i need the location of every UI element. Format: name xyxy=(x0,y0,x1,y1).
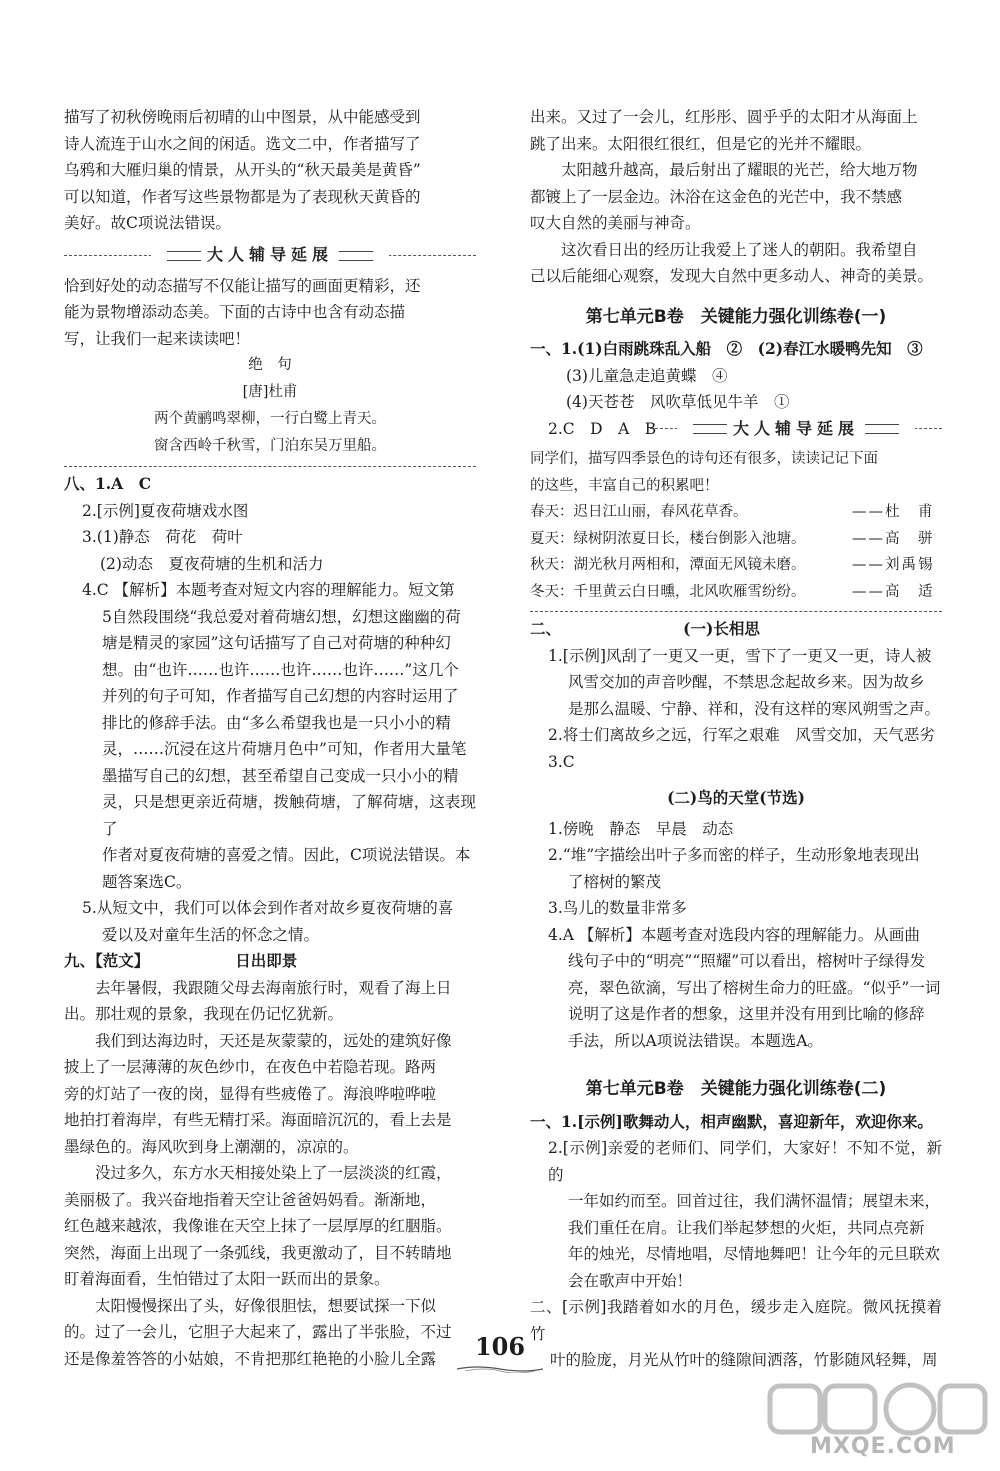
banner-label: 大人辅导延展 xyxy=(151,242,389,269)
season-line xyxy=(530,579,942,606)
text-line: 想。由“也许……也许……也许……也许……”这几个 xyxy=(102,660,459,679)
season-line xyxy=(530,552,942,579)
text-line: 我们重任在肩。让我们举起梦想的火炬，共同点亮新 xyxy=(568,1218,925,1237)
text-line: 恰到好处的动态描写不仅能让描写的画面更精彩，还 xyxy=(64,276,421,295)
text-line: 叶的脸庞，月光从竹叶的缝隙间洒落，竹影随风轻舞，周 xyxy=(550,1351,938,1369)
season-poet: ——高 适 xyxy=(852,583,935,600)
essay-line: 都镀上了一层金边。沐浴在这金色的光芒中，我不禁感 xyxy=(530,187,903,206)
watermark-text: MXQE.COM xyxy=(810,1434,956,1459)
text-line: 2.[示例]亲爱的老师们、同学们，大家好！不知不觉，新的 xyxy=(548,1139,942,1184)
text-line: 可以知道，作者写这些景物都是为了表现秋天黄昏的 xyxy=(64,187,421,206)
answer-line: 2.将士们离故乡之远，行军之艰难 风雪交加，天气恶劣 xyxy=(548,726,935,744)
question-number: 二、 xyxy=(530,619,562,638)
essay-line: 红色越来越浓，我像谁在天空上抹了一层厚厚的红胭脂。 xyxy=(64,1217,452,1235)
text-line: 排比的修辞手法。由“多么希望我也是一只小小的精 xyxy=(102,713,451,732)
section-title: 第七单元B卷 关键能力强化训练卷(一) xyxy=(585,306,887,327)
text-line: 年的烛光，尽情地唱，尽情地舞吧！让今年的元旦联欢 xyxy=(568,1245,941,1263)
season-poet: ——杜 甫 xyxy=(852,504,935,520)
season-verse: 春天：迟日江山丽，春风花草香。 xyxy=(530,504,748,520)
essay-line: 去年暑假，我跟随父母去海南旅行时，观看了海上日 xyxy=(95,978,452,997)
text-line: 风雪交加的声音吵醒，不禁思念起故乡来。因为故乡 xyxy=(568,673,925,691)
extension-text xyxy=(530,446,942,605)
answer-2 xyxy=(530,1135,942,1294)
text-line: 能为景物增添动态美。下面的古诗中也含有动态描 xyxy=(64,303,406,321)
subsection-title: (一)长相思 xyxy=(683,619,760,638)
question-head xyxy=(64,948,476,975)
essay-line: 出来。又过了一会儿，红彤彤、圆乎乎的太阳才从海面上 xyxy=(530,108,918,126)
text-line: 2.“堆”字描绘出叶子多而密的样子，生动形象地表现出 xyxy=(548,846,920,864)
question-head: 八、1.A C xyxy=(64,474,152,493)
essay-body xyxy=(64,975,476,1373)
text-line: 灵，……沉浸在这片荷塘月色中”可知，作者用大量笔 xyxy=(102,740,467,758)
text-line: 作者对夏夜荷塘的喜爱之情。因此，C项说法错误。本 xyxy=(102,846,471,864)
text-line: 二、[示例]我踏着如水的月色，缓步走入庭院。微风抚摸着竹 xyxy=(530,1298,942,1343)
text-line: 4.C 【解析】本题考查对短文内容的理解能力。短文第 xyxy=(82,581,455,599)
essay-line: 这次看日出的经历让我爱上了迷人的朝阳。我希望自 xyxy=(561,240,918,259)
answer-4 xyxy=(64,577,476,895)
essay-continuation xyxy=(530,104,942,290)
text-line: 诗人流连于山水之间的闲适。选文二中，作者描写了 xyxy=(64,134,421,153)
text-line: 4.A 【解析】本题考查对选段内容的理解能力。从画曲 xyxy=(548,925,920,944)
answer-2 xyxy=(530,842,942,895)
section-2 xyxy=(530,1109,942,1374)
essay-line: 我们到达海边时，天还是灰蒙蒙的，远处的建筑好像 xyxy=(95,1031,452,1050)
section-1-part-2 xyxy=(530,616,942,1054)
text-line: 美好。故C项说法错误。 xyxy=(64,214,231,232)
essay-line: 还是像羞答答的小姑娘，不肯把那红艳艳的小脸儿全露 xyxy=(64,1349,437,1368)
answer-line: (2)动态 夏夜荷塘的生机和活力 xyxy=(100,554,324,573)
page-number: 106 xyxy=(474,1332,526,1361)
text-line: 了榕树的繁茂 xyxy=(568,872,662,891)
essay-line: 旁的灯站了一夜的岗，显得有些疲倦了。海浪哗啦哗啦 xyxy=(64,1084,437,1103)
question-head: 一、1.[示例]歌舞动人，相声幽默，喜迎新年，欢迎你来。 xyxy=(530,1111,933,1131)
dashed-divider xyxy=(530,611,942,612)
text-line: 线句子中的“明亮”“照耀”可以看出，榕树叶子绿得发 xyxy=(568,952,926,970)
answer-line: (3)儿童急走追黄蝶 ④ xyxy=(566,366,728,385)
answer-1 xyxy=(530,643,942,723)
poem-title: 绝 句 xyxy=(248,357,292,373)
question-head: 一、1.(1)白雨跳珠乱入船 ② (2)春江水暖鸭先知 ③ xyxy=(530,339,923,358)
poem-author: [唐]杜甫 xyxy=(242,384,298,400)
text-line: 墨描写自己的幻想，甚至希望自己变成一只小小的精 xyxy=(102,766,459,785)
text-line: 手法，所以A项说法错误。本题选A。 xyxy=(568,1031,823,1050)
answer-line: (4)天苍苍 风吹草低见牛羊 ① xyxy=(566,393,790,411)
section-title: 第七单元B卷 关键能力强化训练卷(二) xyxy=(585,1079,887,1099)
text-line: 亮，翠色欲滴，写出了榕树生命力的旺盛。“似乎”一词 xyxy=(568,978,941,997)
text-line: 是那么温暖、宁静、祥和，没有这样的寒风朔雪之声。 xyxy=(568,699,941,718)
text-line: 灵，只是想更亲近荷塘，拨触荷塘，了解荷塘，这表现了 xyxy=(102,793,476,838)
essay-line: 出。那壮观的景象，我现在仍记忆犹新。 xyxy=(64,1005,344,1023)
essay-line: 突然，海面上出现了一条弧线，我更激动了，目不转睛地 xyxy=(64,1243,452,1262)
text-line: 5.从短文中，我们可以体会到作者对故乡夏夜荷塘的喜 xyxy=(82,899,454,917)
dashed-divider xyxy=(64,466,476,467)
season-verse: 冬天：千里黄云白日曛，北风吹雁雪纷纷。 xyxy=(530,583,806,600)
essay-title: 日出即景 xyxy=(235,951,298,970)
poem-line: 两个黄鹂鸣翠柳，一行白鹭上青天。 xyxy=(154,411,386,427)
answer-line: 3.(1)静态 荷花 荷叶 xyxy=(82,528,243,546)
essay-line: 跳了出来。太阳很红很红，但是它的光并不耀眼。 xyxy=(530,134,872,153)
intro-paragraph xyxy=(64,104,476,237)
text-line: 同学们，描写四季景色的诗句还有很多，读读记记下面 xyxy=(530,451,878,467)
season-line xyxy=(530,499,942,526)
extension-banner xyxy=(64,243,476,269)
left-column xyxy=(64,104,476,1372)
season-line xyxy=(530,526,942,553)
text-line: 的这些，丰富自己的积累吧！ xyxy=(530,477,719,494)
right-column xyxy=(530,104,942,1374)
text-line: 写，让我们一起来读读吧！ xyxy=(64,329,251,348)
poem xyxy=(64,352,476,460)
text-line: 会在歌声中开始！ xyxy=(568,1271,693,1290)
answer-line: 1.傍晚 静态 早晨 动态 xyxy=(548,819,734,838)
season-poet: ——高 骈 xyxy=(852,530,935,547)
poem-line: 窗含西岭千秋雪，门泊东吴万里船。 xyxy=(154,438,386,454)
essay-line: 美丽极了。我兴奋地指着天空让爸爸妈妈看。渐渐地， xyxy=(64,1190,437,1209)
answer-5 xyxy=(64,895,476,948)
essay-line: 叹大自然的美丽与神奇。 xyxy=(530,214,701,232)
text-line: 题答案选C。 xyxy=(102,872,192,891)
text-line: 1.[示例]风刮了一更又一更，雪下了一更又一更，诗人被 xyxy=(548,646,932,665)
essay-line: 太阳越升越高，最后射出了耀眼的光芒，给大地万物 xyxy=(561,161,918,179)
text-line: 5自然段围绕“我总爱对着荷塘幻想，幻想这幽幽的荷 xyxy=(102,607,461,626)
season-verse: 夏天：绿树阴浓夏日长，楼台倒影入池塘。 xyxy=(530,530,806,547)
essay-line: 披上了一层薄薄的灰色纱巾，在夜色中若隐若现。路两 xyxy=(64,1058,437,1076)
essay-line: 地拍打着海岸，有些无精打采。海面暗沉沉的，看上去是 xyxy=(64,1111,452,1129)
text-line: 塘是精灵的家园”这句话描写了自己对荷塘的种种幻 xyxy=(102,634,451,652)
subsection-head xyxy=(530,616,942,643)
text-line: 爱以及对童年生活的怀念之情。 xyxy=(102,925,320,944)
question-number: 九、【范文】 xyxy=(64,951,150,970)
text-line: 描写了初秋傍晚雨后初晴的山中图景，从中能感受到 xyxy=(64,108,421,126)
essay-line: 的。过了一会儿，它胆子大起来了，露出了半张脸，不过 xyxy=(64,1323,452,1341)
essay-line: 墨绿色的。海风吹到身上潮潮的，凉凉的。 xyxy=(64,1137,359,1156)
text-line: 乌鸦和大雁归巢的情景，从开头的“秋天最美是黄昏” xyxy=(64,161,421,179)
essay-line: 太阳慢慢探出了头，好像很胆怯，想要试探一下似 xyxy=(95,1296,437,1315)
question-9 xyxy=(64,948,476,1372)
answer-4 xyxy=(530,922,942,1055)
season-verse: 秋天：湖光秋月两相和，潭面无风镜未磨。 xyxy=(530,557,806,573)
banner-label: 大人辅导延展 xyxy=(677,416,915,443)
answer-line: 2.[示例]夏夜荷塘戏水图 xyxy=(82,501,249,520)
season-poet: ——刘禹锡 xyxy=(852,557,935,573)
essay-line: 没过多久，东方水天相接处染上了一层淡淡的红霞， xyxy=(95,1164,452,1182)
answer-line: 3.鸟儿的数量非常多 xyxy=(548,899,687,917)
extension-banner xyxy=(650,416,942,442)
text-line: 一年如约而至。回首过往，我们满怀温情；展望未来， xyxy=(568,1192,941,1210)
essay-line: 己以后能细心观察，发现大自然中更多动人、神奇的美景。 xyxy=(530,267,934,285)
extension-text xyxy=(64,273,476,353)
answer-line: 3.C xyxy=(548,752,575,771)
essay-line: 盯着海面看，生怕错过了太阳一跃而出的景象。 xyxy=(64,1270,390,1288)
answer-line: 2.C D A B xyxy=(548,419,657,438)
text-line: 说明了这是作者的想象，这里并没有用到比喻的修辞 xyxy=(568,1005,925,1023)
text-line: 并列的句子可知，作者描写自己幻想的内容时运用了 xyxy=(102,687,459,705)
question-8 xyxy=(64,471,476,948)
subsection-title: (二)鸟的天堂(节选) xyxy=(667,788,805,807)
page-number-ornament-icon xyxy=(455,1365,545,1373)
